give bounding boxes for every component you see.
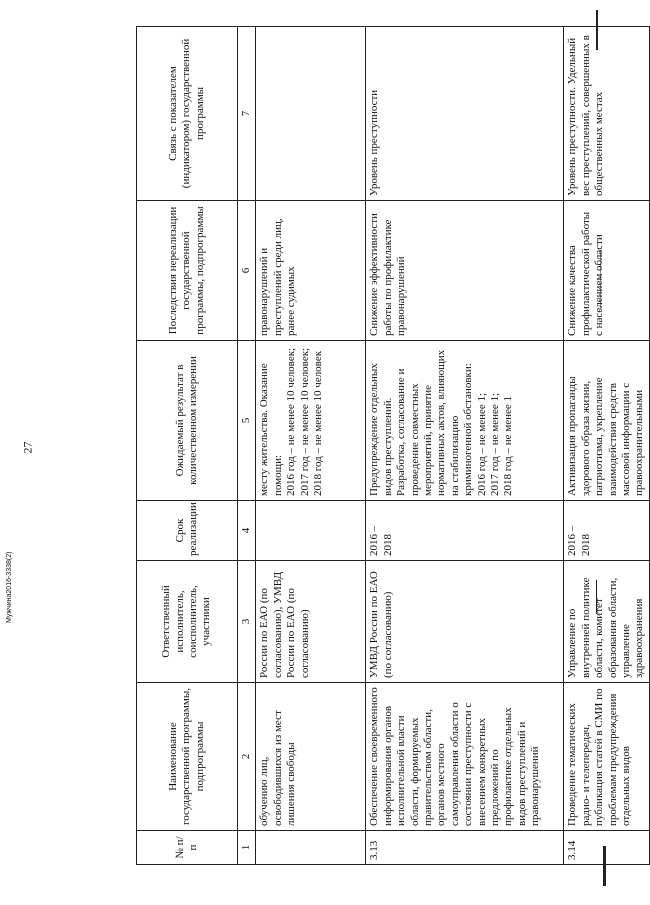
row-executor: Управление по внутренней политике области, комитет образования области, управление здравоохранения <box>564 561 649 683</box>
row-period: 2016 – 2018 <box>366 501 564 561</box>
table-row <box>366 27 564 865</box>
row-number: 3.13 <box>366 831 564 865</box>
column-number: 2 <box>238 683 256 831</box>
column-number: 6 <box>238 201 256 341</box>
column-number: 3 <box>238 561 256 683</box>
row-executor: УМВД России по ЕАО (по согласованию) <box>366 561 564 683</box>
column-number: 1 <box>238 831 256 865</box>
header-period: Срок реализации <box>137 501 238 561</box>
column-number: 5 <box>238 341 256 501</box>
row-result: Предупреждение отдельных видов преступлений. Разработка, согласование и проведение совместных мероприятий, принятие нормативных актов, влияющих на стабилизацию криминогенной обстановки: 2016 год – не менее 1; 2017 год – не менее 1; 2018 год – не менее 1 <box>366 341 564 501</box>
row-program-name: Обеспечение своевременного информирования органов исполнительной власти области, формируемых правительством области, органов местного самоуправления области о состоянии преступности с внесением конкретных предложений по профилактике отдельных видов преступлений и правонарушений <box>366 683 564 831</box>
row-consequences: Снижение эффективности работы по профилактике правонарушений <box>366 201 564 341</box>
table-row <box>256 27 366 865</box>
row-period <box>256 501 366 561</box>
row-consequences: правонарушений и преступлений среди лиц, ранее судимых <box>256 201 366 341</box>
header-name: Наименование государственной программы, подпрограммы <box>137 683 238 831</box>
page-number: 27 <box>20 441 35 454</box>
row-program-name: обучению лиц, освободившихся из мест лишения свободы <box>256 683 366 831</box>
table-column-number-row <box>238 27 256 865</box>
footer-stamp: Мужчина2016-3338(2) <box>6 551 13 623</box>
row-indicator-link: Уровень преступности <box>366 27 564 201</box>
row-consequences: Снижение качества профилактической работы с населением области <box>564 201 649 341</box>
row-program-name: Проведение тематических радио- и телепередач, публикация статей в СМИ по проблемам предупреждения отдельных видов <box>564 683 649 831</box>
table-header-row <box>137 27 238 865</box>
row-indicator-link: Уровень преступности. Удельный вес преступлений, совершенных в общественных местах <box>564 27 649 201</box>
header-result: Ожидаемый результат в количественном измерении <box>137 341 238 501</box>
row-period: 2016 – 2018 <box>564 501 649 561</box>
header-link: Связь с показателем (индикатором) государственной программы <box>137 27 238 201</box>
header-consequences: Последствия нереализации государственной программы, подпрограммы <box>137 201 238 341</box>
table-row <box>564 27 649 865</box>
row-result: Активизация пропаганды здорового образа жизни, патриотизма, укрепление взаимодействия средств массовой информации с правоохранительными <box>564 341 649 501</box>
row-indicator-link <box>256 27 366 201</box>
column-number: 7 <box>238 27 256 201</box>
row-result: месту жительства. Оказание помощи: 2016 год – не менее 10 человек; 2017 год – не менее 10 человек; 2018 год – не менее 10 человек <box>256 341 366 501</box>
header-executor: Ответственный исполнитель, соисполнитель, участники <box>137 561 238 683</box>
program-table <box>136 26 650 865</box>
row-executor: России по ЕАО (по согласованию), УМВД России по ЕАО (по согласованию) <box>256 561 366 683</box>
header-num: № п/п <box>137 831 238 865</box>
row-number <box>256 831 366 865</box>
column-number: 4 <box>238 501 256 561</box>
row-number: 3.14 <box>564 831 649 865</box>
